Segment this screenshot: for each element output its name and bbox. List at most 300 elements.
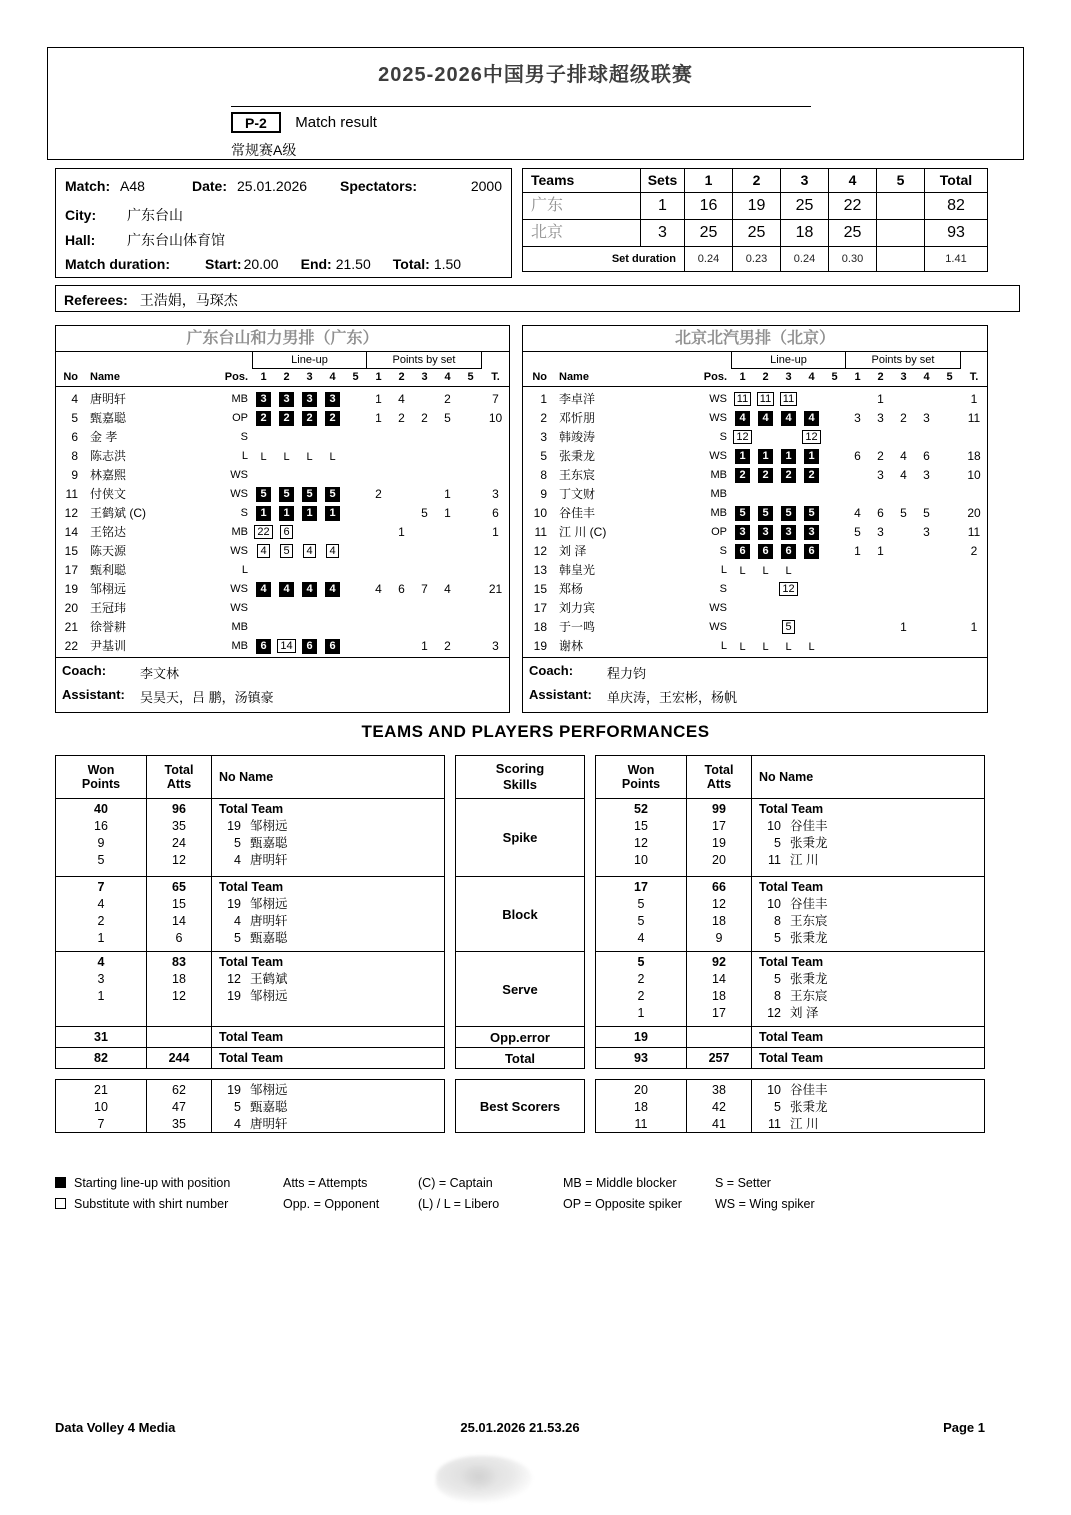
- lineup-cell: [800, 467, 823, 483]
- lineup-cell: [275, 505, 298, 521]
- assistant-names: 吴昊天，吕 鹏，汤镇豪: [140, 690, 274, 705]
- points-set-number-header: 1: [854, 371, 861, 383]
- won-points-value: 93: [634, 1051, 648, 1065]
- player-ref: [212, 1116, 444, 1133]
- lineup-cell: [252, 391, 275, 407]
- no-name-col: [751, 1048, 984, 1068]
- col-name-header: Name: [90, 371, 120, 383]
- points-set-number-header: 3: [900, 371, 907, 383]
- referees-bar: [55, 285, 1020, 312]
- legend-item: [563, 1176, 715, 1190]
- player-ref-name: 谷佳丰: [790, 897, 828, 911]
- skill-label: Block: [502, 906, 538, 922]
- col-pos-header: Pos.: [224, 371, 248, 383]
- points-by-set-cell: 2: [398, 410, 405, 425]
- legend-item: [283, 1197, 418, 1211]
- legend-item: [55, 1197, 283, 1211]
- substitute-square: 14: [277, 639, 295, 653]
- player-ref-name: 邹栩远: [250, 897, 288, 911]
- lineup-cell: [321, 581, 344, 597]
- roster-group-header-row: [523, 352, 987, 369]
- lineup-cell: [275, 524, 298, 539]
- match-info-box: [55, 168, 512, 278]
- player-ref: [752, 913, 984, 930]
- lineup-cell: [298, 449, 321, 463]
- lineup-cell: [777, 505, 800, 521]
- points-by-set-cell: 3: [877, 524, 884, 539]
- player-name: 江 川 (C): [559, 525, 607, 539]
- date-label: Date:: [192, 178, 228, 194]
- player-row: [56, 522, 509, 541]
- score-header-cell: 5: [877, 169, 925, 193]
- player-ref-number: 10: [767, 819, 781, 833]
- col-pos-header: Pos.: [703, 371, 727, 383]
- footer-app-name: Data Volley 4 Media: [55, 1420, 176, 1435]
- points-by-set-cell: 2: [877, 448, 884, 463]
- lineup-cell: [298, 410, 321, 426]
- won-points-value: 31: [94, 1030, 108, 1044]
- player-position: L: [720, 639, 727, 652]
- total-atts-header-line: Atts: [166, 777, 192, 791]
- total-atts-col: [146, 952, 211, 1026]
- player-row: [56, 598, 509, 617]
- player-name: 甄嘉聪: [90, 411, 127, 425]
- points-by-set-cell: 4: [900, 448, 907, 463]
- total-atts-value: 62: [172, 1083, 186, 1097]
- player-total-points: 3: [492, 638, 499, 653]
- won-points-value: 20: [634, 1083, 648, 1097]
- end-label: End:: [300, 256, 332, 272]
- player-position: WS: [709, 620, 727, 633]
- player-ref: [212, 988, 444, 1005]
- match-date: 25.01.2026: [237, 178, 308, 194]
- referees-names: 王浩娟，马琛杰: [139, 292, 238, 308]
- set-score: [877, 193, 925, 220]
- total-atts-value: 41: [712, 1117, 726, 1131]
- lineup-cell: [298, 581, 321, 597]
- skill-label-box: [455, 799, 585, 877]
- team-total-points: 93: [925, 220, 988, 247]
- points-by-set-cell: 6: [854, 448, 861, 463]
- won-points-col: [56, 799, 146, 876]
- roster-away-team: [522, 325, 988, 713]
- player-number: 20: [64, 600, 78, 615]
- points-set-number-header: 5: [467, 371, 474, 383]
- player-name: 唐明轩: [90, 392, 127, 406]
- performance-header-row: [595, 755, 985, 799]
- roster-body: [523, 387, 987, 657]
- lineup-cell: [731, 448, 754, 464]
- player-position: MB: [231, 620, 248, 633]
- won-points-col: [56, 877, 146, 951]
- points-by-set-cell: 1: [444, 486, 451, 501]
- lineup-cell: [731, 467, 754, 483]
- points-by-set-cell: 1: [398, 524, 405, 539]
- legend-text: S = Setter: [715, 1175, 771, 1190]
- team-title: 广东台山和力男排（广东）: [56, 326, 509, 352]
- assistant-label: Assistant:: [529, 687, 592, 702]
- skill-label: Serve: [502, 981, 538, 997]
- player-position: S: [719, 430, 727, 443]
- player-row: [523, 389, 987, 408]
- points-by-set-cell: 2: [900, 410, 907, 425]
- starting-position-square: 4: [758, 411, 773, 426]
- won-points-header-line: Points: [81, 777, 121, 791]
- substitute-square: 6: [280, 525, 293, 539]
- team-total-points: 82: [925, 193, 988, 220]
- player-row: [56, 579, 509, 598]
- score-header-cell: 4: [829, 169, 877, 193]
- coach-name: 李文林: [140, 666, 180, 681]
- player-row: [523, 617, 987, 636]
- player-number: 19: [64, 581, 78, 596]
- player-number: 6: [71, 429, 78, 444]
- open-square-icon: [55, 1198, 66, 1209]
- legend-item: [715, 1197, 995, 1211]
- set-duration-value: [877, 247, 925, 272]
- lineup-cell: [252, 543, 275, 558]
- points-by-set-group-header: Points by set: [846, 352, 961, 369]
- player-ref: [752, 1116, 984, 1133]
- won-points-value: 16: [94, 819, 108, 833]
- player-ref-number: 10: [767, 897, 781, 911]
- lineup-cell: [275, 449, 298, 463]
- set-score: [877, 220, 925, 247]
- set-duration-value: 0.24: [685, 247, 733, 272]
- total-atts-value: [687, 1029, 751, 1046]
- player-number: 15: [64, 543, 78, 558]
- won-points-value: 15: [634, 819, 648, 833]
- player-row: [56, 541, 509, 560]
- points-by-set-cell: 4: [375, 581, 382, 596]
- performance-section: [55, 799, 445, 877]
- player-ref-name: 张秉龙: [790, 1100, 828, 1114]
- lineup-cell: [321, 449, 344, 463]
- player-total-points: 1: [970, 391, 978, 406]
- assistant-names: 单庆涛，王宏彬，杨帆: [607, 690, 738, 705]
- score-header-cell: 2: [733, 169, 781, 193]
- lineup-cell: [321, 486, 344, 502]
- match-info-row-4: [65, 256, 502, 272]
- watermark-blob: [436, 1456, 532, 1502]
- lineup-set-number-header: 2: [762, 371, 769, 383]
- player-position: S: [240, 506, 248, 519]
- lineup-cell: [321, 543, 344, 558]
- substitute-square: 12: [802, 430, 820, 444]
- player-ref: [212, 930, 444, 947]
- score-header-cell: 3: [781, 169, 829, 193]
- player-number: 11: [65, 486, 78, 501]
- player-number: 8: [71, 448, 78, 463]
- player-ref-number: 4: [234, 1117, 241, 1131]
- player-ref-name: 甄嘉聪: [250, 931, 288, 945]
- player-ref-number: 5: [774, 972, 781, 986]
- player-ref-number: 19: [227, 819, 241, 833]
- performance-section: [55, 1027, 445, 1048]
- legend-row: [55, 1193, 995, 1214]
- won-points-value: 10: [94, 1100, 108, 1114]
- player-name: 金 孝: [90, 430, 118, 444]
- points-by-set-cell: 3: [877, 410, 884, 425]
- starting-position-square: 2: [758, 468, 773, 483]
- starting-position-square: 1: [735, 449, 750, 464]
- player-number: 9: [540, 486, 547, 501]
- lineup-cell: [731, 524, 754, 540]
- lineup-cell: [800, 410, 823, 426]
- points-by-set-cell: 1: [900, 619, 907, 634]
- player-name: 王铭达: [90, 525, 127, 539]
- won-points-col: [596, 1080, 686, 1132]
- lineup-cell: [321, 410, 344, 426]
- lineup-cell: [777, 543, 800, 559]
- player-total-points: 10: [488, 410, 503, 425]
- performance-section: [595, 1079, 985, 1133]
- set-duration-value: 0.23: [733, 247, 781, 272]
- won-points-value: 52: [634, 802, 648, 816]
- won-points-value: 4: [97, 897, 105, 911]
- won-points-header-line: Won: [627, 763, 655, 777]
- starting-position-square: 5: [804, 506, 819, 521]
- lineup-set-number-header: 3: [785, 371, 792, 383]
- player-row: [523, 579, 987, 598]
- points-by-set-cell: 2: [444, 391, 451, 406]
- player-position: WS: [709, 392, 727, 405]
- match-info-row-2: [65, 205, 502, 225]
- player-position: WS: [230, 601, 248, 614]
- starting-position-square: 4: [256, 582, 271, 597]
- col-total-header: T.: [969, 371, 979, 383]
- player-total-points: 11: [967, 410, 981, 425]
- player-row: [523, 484, 987, 503]
- no-name-col: [751, 952, 984, 1026]
- total-atts-value: 17: [712, 1006, 726, 1020]
- player-row: [523, 522, 987, 541]
- libero-mark: L: [739, 564, 746, 577]
- starting-position-square: 3: [302, 392, 317, 407]
- player-name: 甄利聪: [90, 563, 127, 577]
- won-points-value: 11: [634, 1117, 648, 1131]
- player-row: [56, 484, 509, 503]
- player-row: [523, 465, 987, 484]
- points-by-set-cell: 2: [375, 486, 382, 501]
- coach-row: [523, 657, 987, 684]
- libero-mark: L: [762, 640, 769, 653]
- player-ref-number: 19: [227, 989, 241, 1003]
- team-name: 广东: [523, 193, 641, 220]
- starting-position-square: 6: [325, 639, 340, 654]
- player-name: 王东宸: [559, 468, 596, 482]
- won-points-value: 82: [94, 1051, 108, 1065]
- player-name: 韩竣涛: [559, 430, 596, 444]
- lineup-cell: [754, 391, 777, 406]
- points-by-set-cell: 4: [900, 467, 907, 482]
- points-by-set-cell: 1: [444, 505, 451, 520]
- total-atts-header: [686, 756, 751, 798]
- player-ref: [752, 1099, 984, 1116]
- legend-item: [418, 1197, 563, 1211]
- lineup-cell: [800, 543, 823, 559]
- points-by-set-cell: 4: [398, 391, 405, 406]
- assistant-row: [523, 684, 987, 712]
- substitute-square: 4: [326, 544, 339, 558]
- lineup-cell: [731, 639, 754, 653]
- lineup-cell: [731, 429, 754, 444]
- performance-table-home: [55, 755, 445, 1133]
- lineup-cell: [800, 429, 823, 444]
- performance-section: [55, 952, 445, 1027]
- performance-section: [55, 1048, 445, 1069]
- won-points-col: [596, 1048, 686, 1068]
- report-type-line: [231, 112, 377, 133]
- points-by-set-cell: 1: [877, 391, 884, 406]
- won-points-value: 1: [637, 1006, 645, 1020]
- legend-text: WS = Wing spiker: [715, 1196, 815, 1211]
- points-by-set-cell: 3: [877, 467, 884, 482]
- score-header-cell: 1: [685, 169, 733, 193]
- player-ref-name: 邹栩远: [250, 989, 288, 1003]
- player-ref-name: 张秉龙: [790, 931, 828, 945]
- player-ref: [752, 1082, 984, 1099]
- player-ref-number: 5: [774, 836, 781, 850]
- won-points-value: 4: [637, 931, 645, 945]
- no-name-col: [211, 877, 444, 951]
- lineup-cell: [321, 638, 344, 654]
- player-number: 5: [540, 448, 547, 463]
- lineup-set-number-header: 5: [352, 371, 359, 383]
- lineup-set-number-header: 3: [306, 371, 313, 383]
- won-points-header-line: Points: [621, 777, 661, 791]
- watermark-blob-inner: [462, 1464, 496, 1490]
- libero-mark: L: [306, 450, 313, 463]
- player-total-points: 3: [492, 486, 499, 501]
- total-duration-label: Total:: [392, 256, 430, 272]
- total-atts-value: 9: [715, 931, 723, 945]
- substitute-square: 12: [779, 582, 797, 596]
- player-ref: [752, 988, 984, 1005]
- player-number: 1: [540, 391, 547, 406]
- total-team-label: Total Team: [219, 1051, 284, 1065]
- player-number: 18: [533, 619, 547, 634]
- player-position: S: [719, 582, 727, 595]
- player-total-points: 20: [967, 505, 981, 520]
- player-ref: [212, 1082, 444, 1099]
- starting-position-square: 5: [781, 506, 796, 521]
- libero-mark: L: [762, 564, 769, 577]
- lineup-cell: [275, 581, 298, 597]
- player-ref-number: 10: [767, 1083, 781, 1097]
- report-name: Match result: [295, 114, 377, 131]
- player-ref-number: 11: [768, 1117, 781, 1131]
- no-name-col: [751, 1027, 984, 1047]
- player-number: 8: [540, 467, 547, 482]
- player-position: S: [719, 544, 727, 557]
- assistant-row: [56, 684, 509, 712]
- set-score: 18: [781, 220, 829, 247]
- match-label: Match:: [65, 178, 111, 194]
- player-ref: [212, 818, 444, 835]
- total-atts-col: [686, 952, 751, 1026]
- player-ref: [212, 913, 444, 930]
- player-position: WS: [230, 487, 248, 500]
- legend-text: Starting line-up with position: [74, 1175, 231, 1190]
- lineup-cell: [321, 505, 344, 521]
- total-atts-value: 83: [172, 955, 186, 969]
- player-total-points: 21: [488, 581, 503, 596]
- col-total-header: T.: [491, 371, 500, 383]
- player-position: S: [240, 430, 248, 443]
- points-by-set-cell: 2: [421, 410, 428, 425]
- total-atts-value: 244: [168, 1051, 190, 1065]
- starting-position-square: 5: [279, 487, 294, 502]
- total-atts-col: [146, 799, 211, 876]
- player-row: [523, 560, 987, 579]
- lineup-cell: [777, 619, 800, 634]
- team-sets-won: 3: [641, 220, 685, 247]
- points-by-set-cell: 4: [444, 581, 451, 596]
- player-name: 张秉龙: [559, 449, 596, 463]
- legend-text: Atts = Attempts: [283, 1175, 368, 1190]
- player-row: [56, 427, 509, 446]
- player-ref: [752, 852, 984, 869]
- scoring-skills-column: [455, 755, 585, 1133]
- lineup-cell: [754, 524, 777, 540]
- performances-title: TEAMS AND PLAYERS PERFORMANCES: [361, 722, 710, 741]
- player-number: 17: [533, 600, 547, 615]
- player-row: [56, 446, 509, 465]
- total-team-label: Total Team: [219, 802, 284, 816]
- scoring-skills-header: [455, 755, 585, 799]
- set-duration-label: Set duration: [523, 247, 685, 272]
- score-table: [522, 168, 988, 272]
- points-set-number-header: 4: [923, 371, 930, 383]
- lineup-cell: [275, 543, 298, 558]
- lineup-cell: [777, 391, 800, 406]
- set-duration-value: 0.30: [829, 247, 877, 272]
- col-name-header: Name: [559, 371, 589, 383]
- player-number: 4: [71, 391, 78, 406]
- player-position: L: [241, 563, 248, 576]
- city-label: City:: [65, 207, 97, 223]
- lineup-cell: [298, 486, 321, 502]
- scoring-skills-header-line: Scoring: [495, 761, 545, 776]
- player-ref: [212, 1099, 444, 1116]
- player-position: L: [720, 563, 727, 576]
- skill-label: Opp.error: [490, 1029, 550, 1045]
- player-name: 于一鸣: [559, 620, 596, 634]
- roster-group-header-row: [56, 352, 509, 369]
- lineup-cell: [252, 524, 275, 539]
- points-by-set-cell: 2: [444, 638, 451, 653]
- starting-position-square: 6: [735, 544, 750, 559]
- player-row: [56, 408, 509, 427]
- performance-header-row: [55, 755, 445, 799]
- performance-section: [55, 1079, 445, 1133]
- total-atts-col: [686, 877, 751, 951]
- player-number: 11: [534, 524, 547, 539]
- won-points-value: 21: [94, 1083, 108, 1097]
- scoring-skills-header-line: Skills: [503, 777, 537, 792]
- coach-name: 程力钧: [607, 666, 647, 681]
- player-name: 付侠文: [90, 487, 127, 501]
- player-number: 15: [533, 581, 547, 596]
- player-ref: [752, 818, 984, 835]
- skill-label-box: [455, 1027, 585, 1048]
- lineup-cell: [298, 543, 321, 558]
- player-position: L: [241, 449, 248, 462]
- points-set-number-header: 2: [398, 371, 405, 383]
- total-atts-col: [146, 1048, 211, 1068]
- lineup-set-number-header: 1: [260, 371, 267, 383]
